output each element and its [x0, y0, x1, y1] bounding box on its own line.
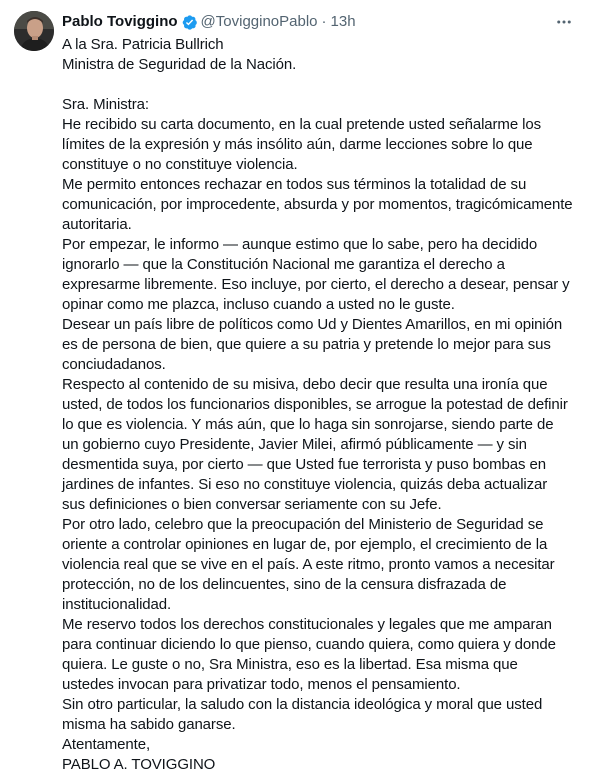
more-options-icon[interactable] [555, 13, 573, 31]
tweet-line-salutation: Sra. Ministra: [62, 96, 149, 113]
author-name[interactable]: Pablo Toviggino [62, 13, 178, 30]
tweet-paragraph-5: Respecto al contenido de su misiva, debo decir que resulta una ironía que usted, de todos los funcionarios disponibles, se arrogue la potestad de definir lo que es violencia. Y más aún, que lo haga sin sonrojarse, siendo parte de un gobierno cuyo Presidente, Javier Milei, afirmó públicamente — y sin desmentida suya, por cierto — que Usted fue terrorista y puso bombas en jardines de infantes. Si eso no constituye violencia, quizás deba actualizar sus definiciones o bien conversar seriamente con su Jefe. [62, 376, 568, 513]
tweet-header [62, 11, 573, 33]
tweet-text [62, 35, 573, 775]
tweet-paragraph-1: He recibido su carta documento, en la cual pretende usted señalarme los límites de la expresión y más insólito aún, darme lecciones sobre lo que constituye o no constituye violencia. [62, 116, 542, 173]
author-handle[interactable]: @TovigginoPablo [200, 13, 318, 30]
tweet-line-recipient-title: Ministra de Seguridad de la Nación. [62, 56, 297, 73]
tweet-paragraph-6: Por otro lado, celebro que la preocupación del Ministerio de Seguridad se oriente a controlar opiniones en lugar de, por ejemplo, el crecimiento de la violencia real que se vive en el país. A este ritmo, pronto vamos a necesitar protección, no de los delincuentes, sino de la censura disfrazada de institucionalidad. [62, 516, 555, 613]
tweet-paragraph-8: Sin otro particular, la saludo con la distancia ideológica y moral que usted misma ha sabido ganarse. [62, 696, 543, 733]
tweet-line-closing: Atentamente, [62, 736, 151, 753]
avatar[interactable] [14, 11, 54, 51]
verified-badge-icon[interactable] [181, 14, 198, 31]
avatar-image [14, 11, 54, 51]
tweet-line-recipient: A la Sra. Patricia Bullrich [62, 36, 224, 53]
tweet-timestamp[interactable]: 13h [330, 13, 356, 30]
separator-dot: · [321, 13, 327, 30]
tweet-paragraph-7: Me reservo todos los derechos constitucionales y legales que me amparan para continuar diciendo lo que pienso, cuando quiera, como quiera y donde quiera. Le guste o no, Sra Ministra, eso es la libertad. Esa misma que ustedes invocan para privatizar todo, menos el pensamiento. [62, 616, 556, 693]
tweet-paragraph-2: Me permito entonces rechazar en todos sus términos la totalidad de su comunicación, por improcedente, absurda y por momentos, tragicómicamente autoritaria. [62, 176, 573, 233]
tweet-content [62, 11, 573, 775]
tweet-line-signature: PABLO A. TOVIGGINO [62, 756, 216, 773]
tweet-paragraph-3: Por empezar, le informo — aunque estimo que lo sabe, pero ha decidido ignorarlo — que la Constitución Nacional me garantiza el derecho a expresarme libremente. Eso incluye, por cierto, el derecho a desear, pensar y opinar como me plazca, incluso cuando a usted no le guste. [62, 236, 570, 313]
tweet-line-blank [62, 75, 573, 95]
tweet-paragraph-4: Desear un país libre de políticos como Ud y Dientes Amarillos, en mi opinión es de persona de bien, que quiere a su patria y pretende lo mejor para sus conciudadanos. [62, 316, 563, 373]
